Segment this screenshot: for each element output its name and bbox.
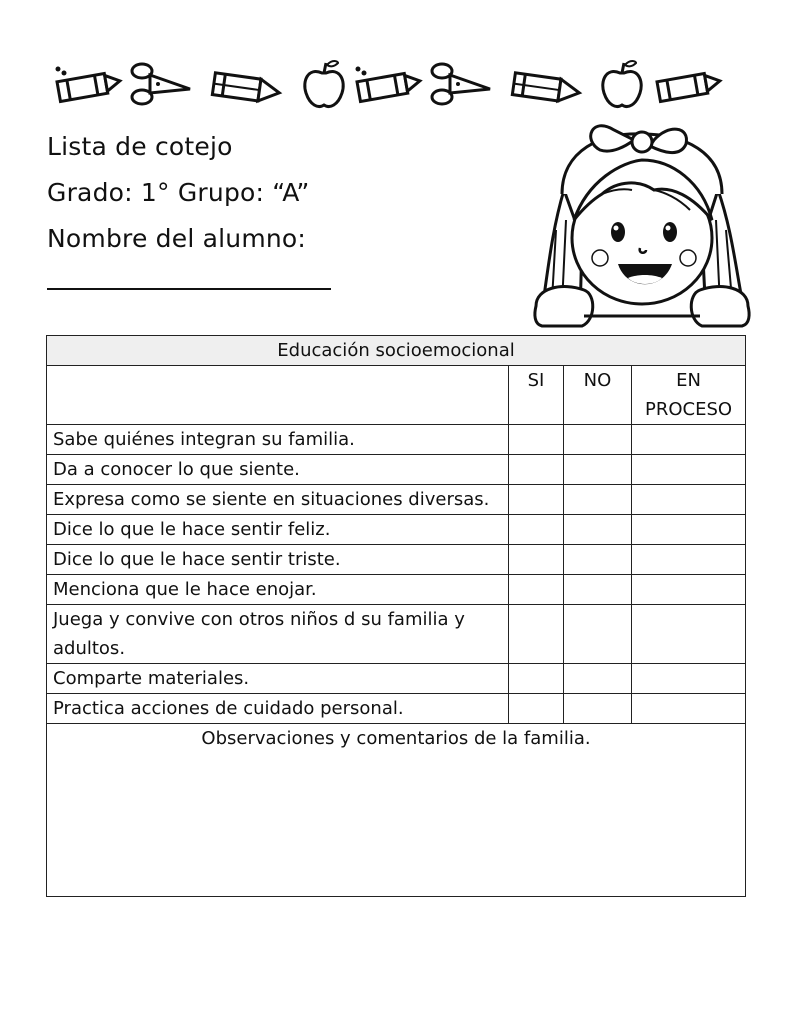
page-title: Lista de cotejo [47, 132, 233, 161]
check-cell-en-proceso[interactable] [632, 425, 746, 455]
student-name-line[interactable] [47, 288, 331, 290]
check-cell-no[interactable] [564, 485, 632, 515]
check-cell-si[interactable] [509, 575, 564, 605]
table-row [47, 694, 746, 724]
table-row [47, 485, 746, 515]
crayon-icon [57, 71, 122, 101]
check-cell-no[interactable] [564, 664, 632, 694]
check-cell-si[interactable] [509, 515, 564, 545]
table-row [47, 455, 746, 485]
check-cell-si[interactable] [509, 694, 564, 724]
checklist-table [46, 335, 746, 897]
check-cell-no[interactable] [564, 455, 632, 485]
pencil-icon [212, 73, 280, 104]
subject-header: Educación socioemocional [47, 336, 746, 366]
apple-icon [305, 61, 343, 107]
criterion-label: Juega y convive con otros niños d su familia y adultos. [47, 605, 509, 664]
criterion-label: Comparte materiales. [47, 664, 509, 694]
check-cell-no[interactable] [564, 425, 632, 455]
check-cell-en-proceso[interactable] [632, 605, 746, 664]
table-row [47, 515, 746, 545]
criterion-label: Da a conocer lo que siente. [47, 455, 509, 485]
criterion-label: Menciona que le hace enojar. [47, 575, 509, 605]
criterion-label: Dice lo que le hace sentir triste. [47, 545, 509, 575]
table-row [47, 664, 746, 694]
scissors-icon [432, 64, 490, 104]
check-cell-no[interactable] [564, 575, 632, 605]
check-cell-en-proceso[interactable] [632, 515, 746, 545]
crayon-icon [357, 71, 422, 101]
check-cell-no[interactable] [564, 515, 632, 545]
check-cell-en-proceso[interactable] [632, 575, 746, 605]
check-cell-no[interactable] [564, 545, 632, 575]
check-cell-en-proceso[interactable] [632, 455, 746, 485]
check-cell-en-proceso[interactable] [632, 694, 746, 724]
criterion-label: Sabe quiénes integran su familia. [47, 425, 509, 455]
check-cell-si[interactable] [509, 545, 564, 575]
table-row [47, 425, 746, 455]
pencil-icon [512, 73, 580, 104]
criteria-header-cell [47, 366, 509, 425]
student-name-label: Nombre del alumno: [47, 224, 307, 253]
column-header-row [47, 366, 746, 425]
column-header-en-proceso: EN PROCESO [632, 366, 746, 425]
apple-icon [603, 61, 641, 107]
check-cell-en-proceso[interactable] [632, 664, 746, 694]
scissors-icon [132, 64, 190, 104]
table-row [47, 575, 746, 605]
observations-box[interactable]: Observaciones y comentarios de la familia. [47, 724, 746, 897]
column-header-no: NO [564, 366, 632, 425]
criterion-label: Practica acciones de cuidado personal. [47, 694, 509, 724]
check-cell-si[interactable] [509, 605, 564, 664]
crayon-icon [657, 71, 722, 101]
check-cell-no[interactable] [564, 605, 632, 664]
check-cell-en-proceso[interactable] [632, 545, 746, 575]
table-row [47, 545, 746, 575]
criterion-label: Dice lo que le hace sentir feliz. [47, 515, 509, 545]
grade-group: Grado: 1° Grupo: “A” [47, 178, 310, 207]
check-cell-si[interactable] [509, 425, 564, 455]
criterion-label: Expresa como se siente en situaciones diversas. [47, 485, 509, 515]
check-cell-si[interactable] [509, 455, 564, 485]
table-row [47, 605, 746, 664]
check-cell-en-proceso[interactable] [632, 485, 746, 515]
column-header-si: SI [509, 366, 564, 425]
check-cell-si[interactable] [509, 485, 564, 515]
girl-illustration [522, 120, 762, 332]
check-cell-si[interactable] [509, 664, 564, 694]
check-cell-no[interactable] [564, 694, 632, 724]
school-supplies-border [50, 55, 730, 115]
